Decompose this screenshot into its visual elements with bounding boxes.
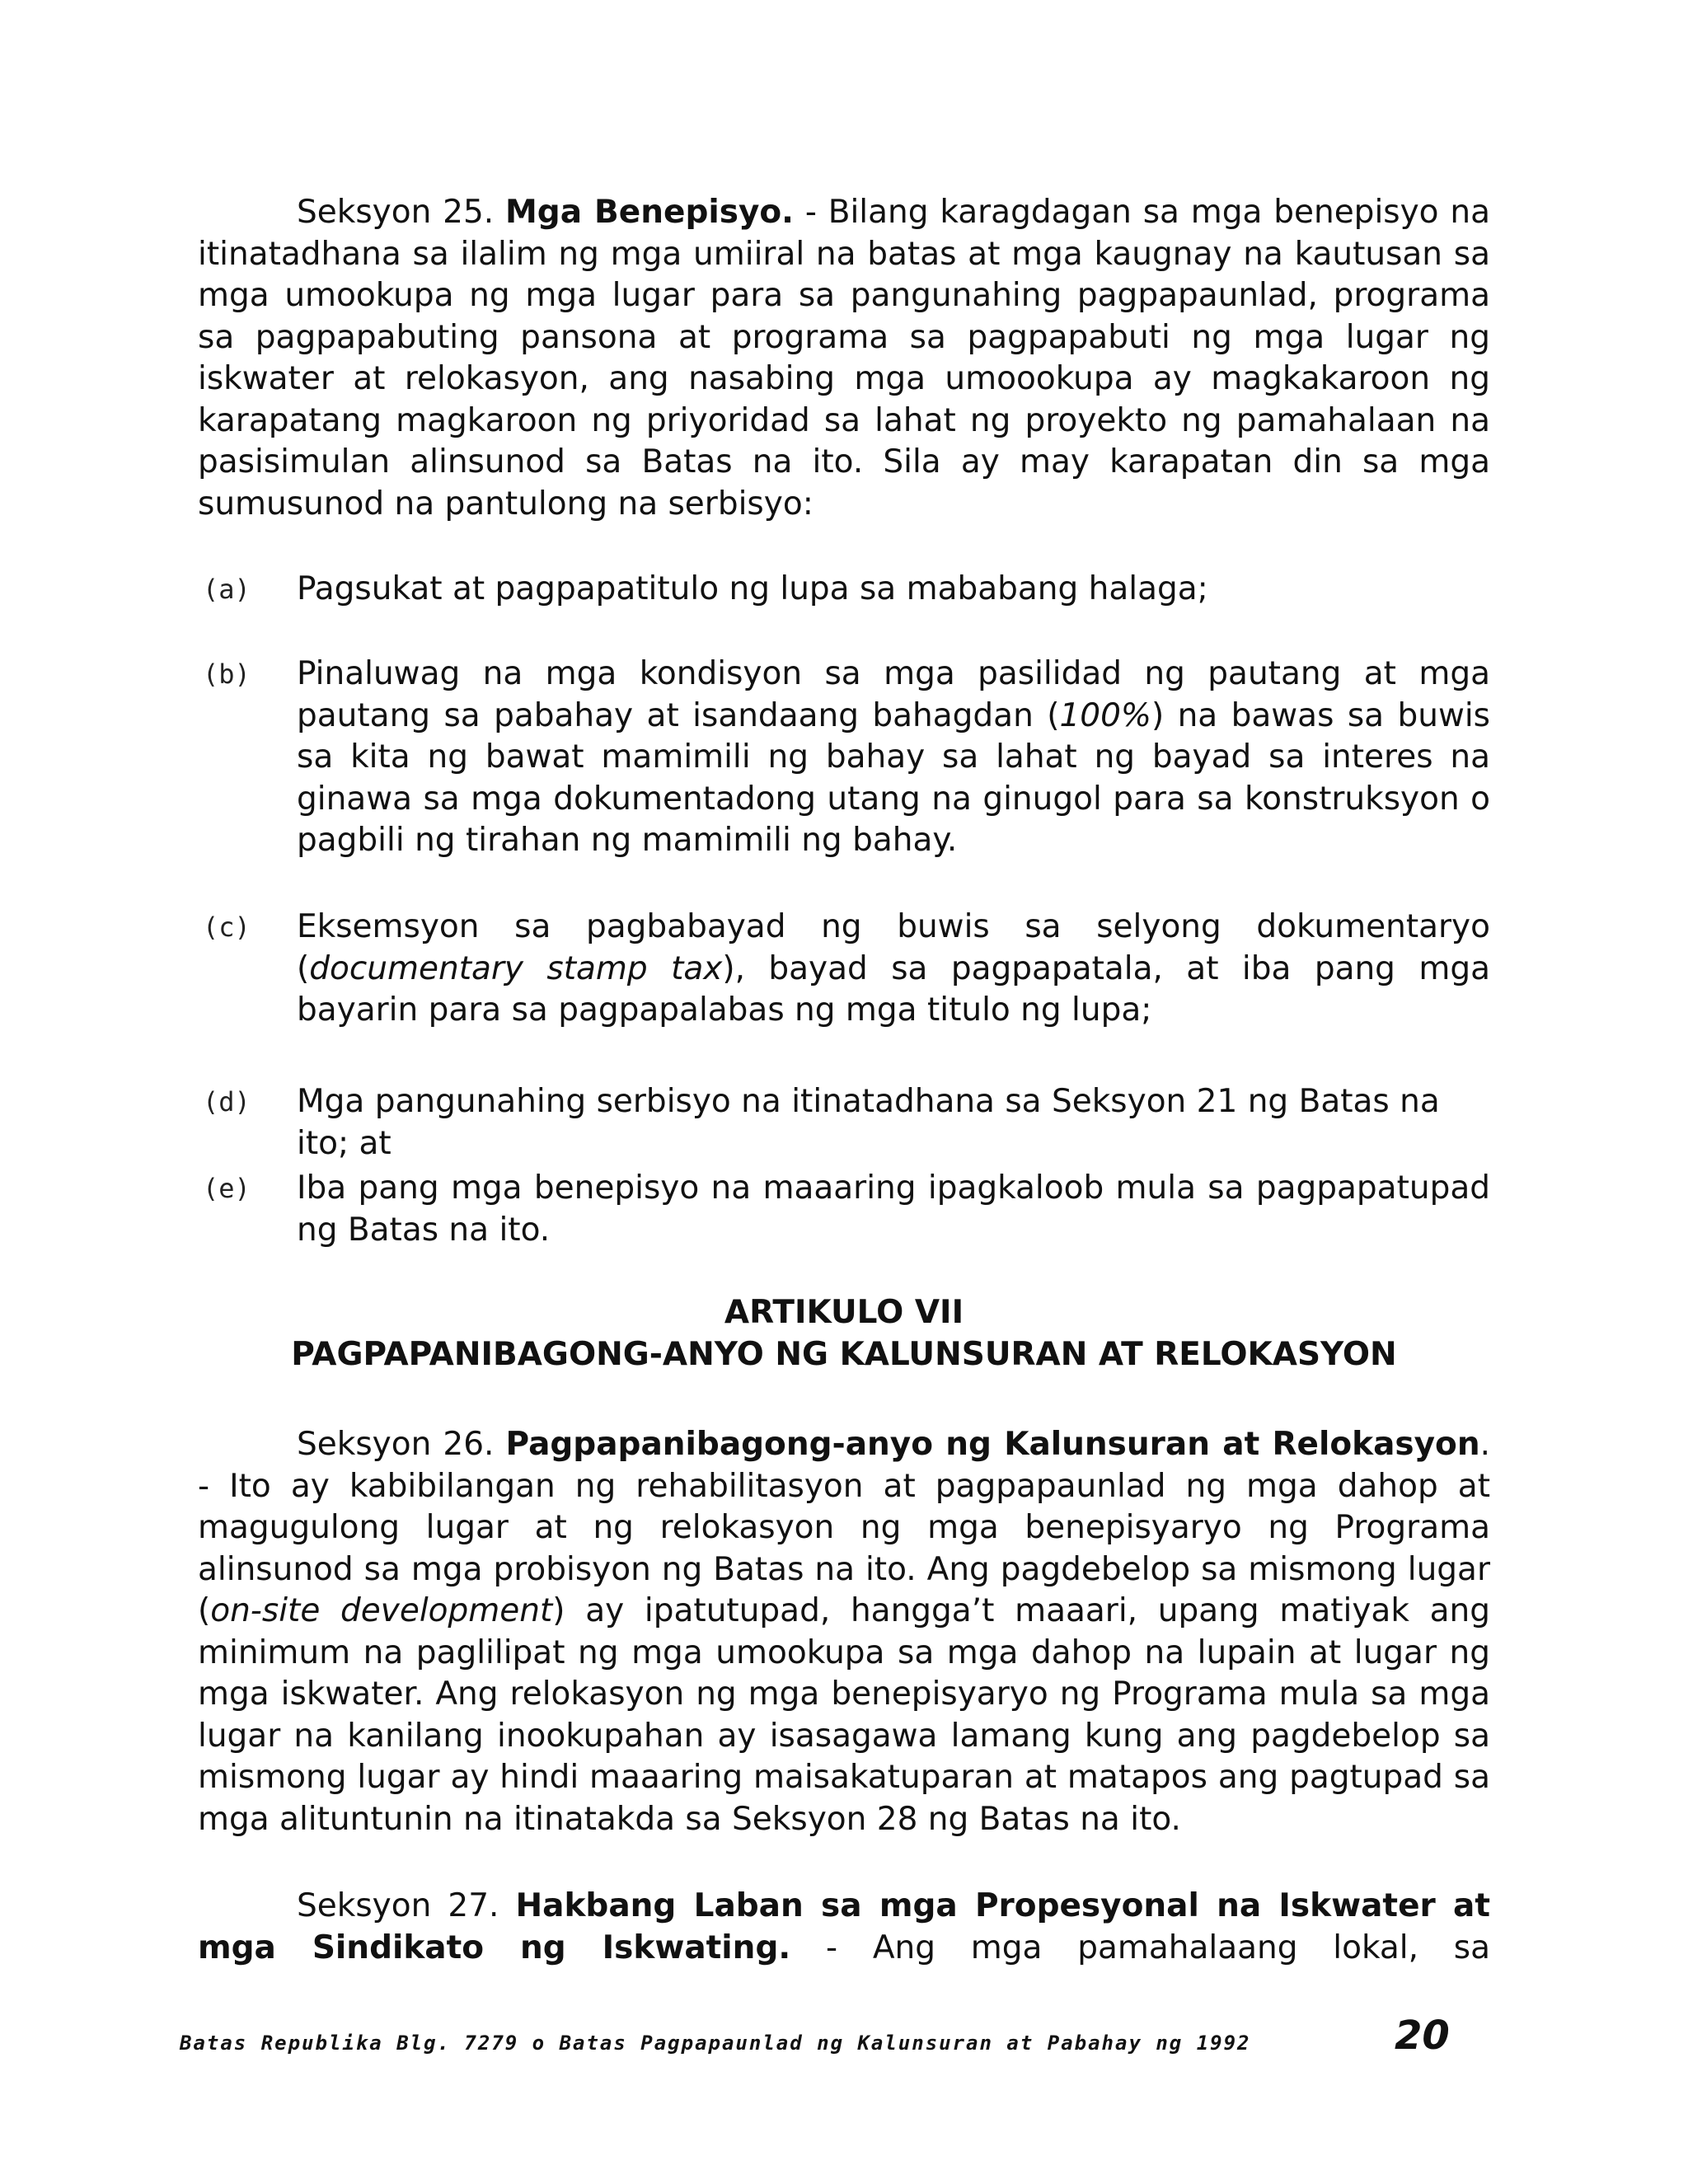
section-27-lead: Seksyon 27. — [297, 1887, 516, 1924]
list-label-a: (a) — [203, 574, 251, 605]
list-item-a — [198, 569, 1490, 611]
list-item-e — [198, 1168, 1490, 1251]
list-label-d: (d) — [203, 1086, 251, 1118]
section-26-title: Pagpapanibagong-anyo ng Kalunsuran at Relokasyon — [505, 1426, 1480, 1463]
list-text-c-part1: Eksemsyon sa pagbabayad ng buwis sa selyong dokumentaryo ( — [297, 908, 1490, 987]
section-26-lead: Seksyon 26. — [297, 1426, 506, 1463]
section-26-paragraph — [198, 1424, 1490, 1840]
list-label-b: (b) — [203, 658, 251, 690]
article-title: PAGPAPANIBAGONG-ANYO NG KALUNSURAN AT RELOKASYON — [291, 1336, 1397, 1373]
page-number: 20 — [1395, 2013, 1450, 2059]
section-27-paragraph — [198, 1886, 1490, 1969]
list-text-b — [297, 654, 1490, 862]
list-text-b-italic: 100% — [1059, 696, 1151, 734]
list-label-c: (c) — [203, 912, 251, 943]
list-label-e: (e) — [203, 1173, 251, 1204]
list-text-c-part2: ), bayad sa pagpapatala, at iba pang mga bayarin para sa pagpapalabas ng mga titulo ng lupa; — [297, 949, 1491, 1029]
list-item-b — [198, 654, 1490, 862]
footer-text: Batas Republika Blg. 7279 o Batas Pagpapaunlad ng Kalunsuran at Pabahay ng 1992 — [180, 2032, 1251, 2055]
section-25-title: Mga Benepisyo. — [505, 194, 794, 231]
list-item-d — [198, 1081, 1490, 1165]
list-text-c-italic: documentary stamp tax — [309, 949, 723, 987]
section-25-paragraph — [198, 192, 1490, 525]
section-26-body-part1: . - Ito ay kabibilangan ng rehabilitasyon at pagpapaunlad ng mga dahop at magugulong lugar at ng relokasyon ng mga benepisyaryo ng Programa alinsunod sa mga probisyon ng Batas na ito. Ang pagdebelop sa mismong lugar ( — [198, 1426, 1490, 1629]
section-27-title: Hakbang Laban sa mga Propesyonal na Iskwater at mga Sindikato ng Iskwating. — [198, 1887, 1490, 1966]
section-27-body: - Ang mga pamahalaang lokal, sa — [790, 1929, 1491, 1966]
article-number: ARTIKULO VII — [724, 1294, 964, 1331]
section-26-italic: on-site development — [210, 1592, 553, 1629]
list-text-b-part2: ) na bawas sa buwis sa kita ng bawat mamimili ng bahay sa lahat ng bayad sa interes na ginawa sa mga dokumentadong utang na ginugol para sa konstruksyon o pagbili ng tirahan ng mamimili ng bahay. — [297, 696, 1490, 859]
list-text-b-part1: Pinaluwag na mga kondisyon sa mga pasilidad ng pautang at mga pautang sa pabahay at isandaang bahagdan ( — [297, 655, 1490, 734]
list-text-a: Pagsukat at pagpapatitulo ng lupa sa mababang halaga; — [297, 570, 1208, 607]
section-25-lead: Seksyon 25. — [297, 194, 505, 231]
list-item-c — [198, 907, 1490, 1032]
list-text-c — [297, 907, 1490, 1032]
list-text-d: Mga pangunahing serbisyo na itinatadhana sa Seksyon 21 ng Batas na ito; at — [297, 1083, 1440, 1162]
section-25-body: - Bilang karagdagan sa mga benepisyo na itinatadhana sa ilalim ng mga umiiral na batas at mga kaugnay na kautusan sa mga umookupa ng mga lugar para sa pangunahing pagpapaunlad, programa sa pagpapabuting pansona at programa sa pagpapabuti ng mga lugar ng iskwater at relokasyon, ang nasabing mga umoookupa ay magkakaroon ng karapatang magkaroon ng priyoridad sa lahat ng proyekto ng pamahalaan na pasisimulan alinsunod sa Batas na ito. Sila ay may karapatan din sa mga sumusunod na pantulong na serbisyo: — [198, 194, 1490, 523]
section-26-body-part2: ) ay ipatutupad, hangga’t maaari, upang matiyak ang minimum na paglilipat ng mga umookupa sa mga dahop na lupain at lugar ng mga iskwater. Ang relokasyon ng mga benepisyaryo ng Programa mula sa mga lugar na kanilang inookupahan ay isasagawa lamang kung ang pagdebelop sa mismong lugar ay hindi maaaring maisakatuparan at matapos ang pagtupad sa mga alituntunin na itinatakda sa Seksyon 28 ng Batas na ito. — [198, 1592, 1490, 1838]
list-text-e: Iba pang mga benepisyo na maaaring ipagkaloob mula sa pagpapatupad ng Batas na ito. — [297, 1169, 1490, 1249]
